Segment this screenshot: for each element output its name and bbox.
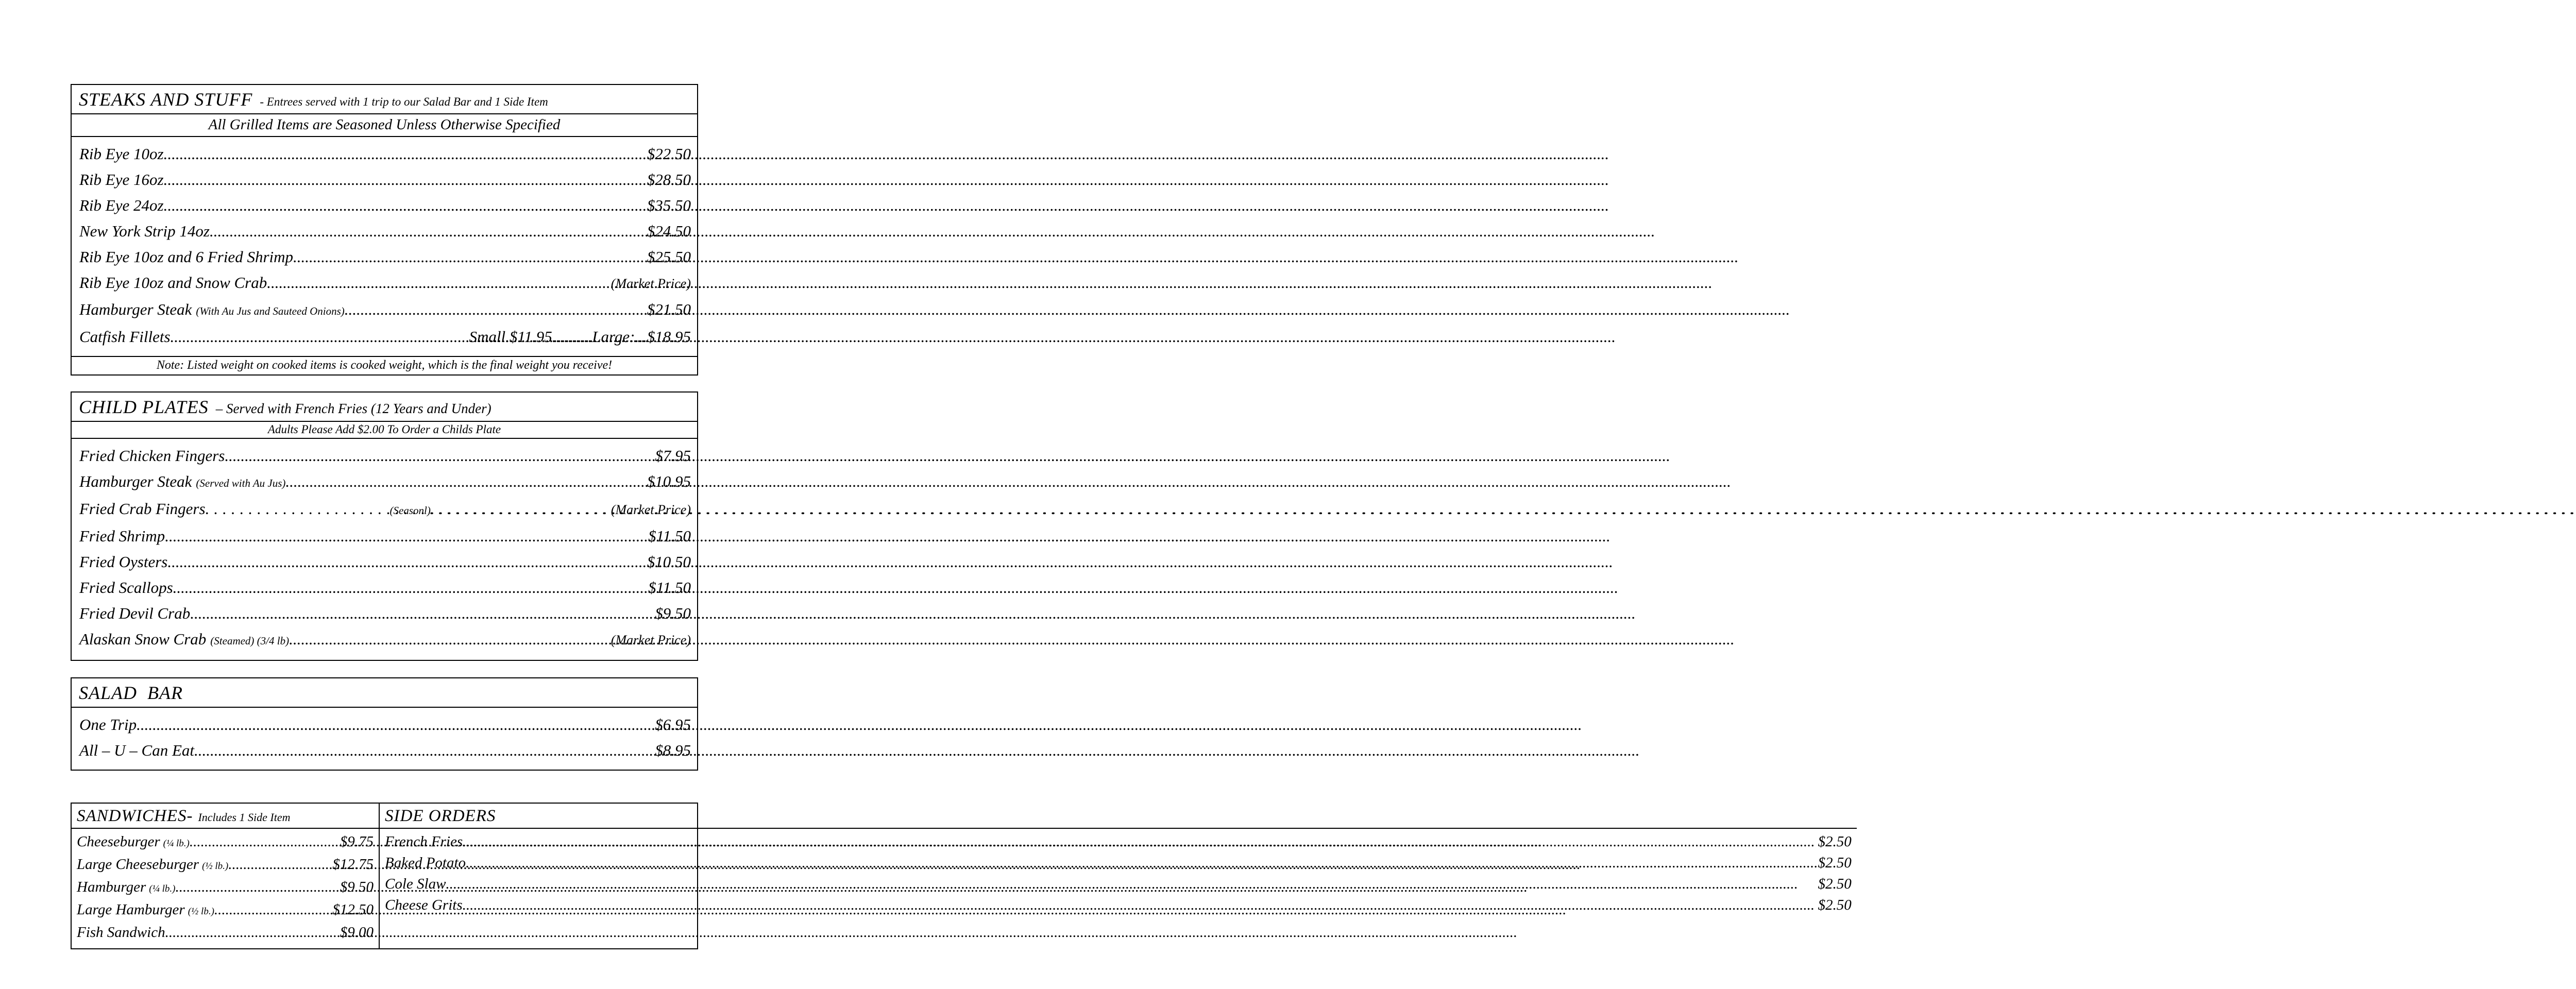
item-price: $11.50 — [648, 578, 691, 596]
item-price: $11.50 — [648, 527, 691, 545]
steaks-title: STEAKS AND STUFF — [79, 89, 253, 110]
dot-leader — [137, 712, 655, 738]
section-sandwiches-sides — [71, 803, 1852, 949]
menu-item-row — [79, 297, 691, 324]
item-price: Small.$11.95..........Large:...$18.95 — [469, 328, 691, 346]
salad-bar-header — [72, 678, 697, 708]
section-child-plates — [71, 391, 698, 661]
menu-item-row — [385, 852, 1852, 874]
dot-leader — [431, 496, 611, 522]
item-price: $28.50 — [647, 170, 691, 189]
child-plates-items — [72, 439, 697, 660]
menu-item-row — [79, 244, 691, 270]
side-orders-items — [380, 829, 1857, 948]
item-name: Catfish Fillets — [79, 328, 171, 346]
item-name: Fried Chicken Fingers — [79, 447, 225, 465]
item-name: New York Strip 14oz — [79, 222, 210, 240]
menu-item-row — [385, 895, 1852, 916]
steaks-header — [72, 85, 697, 114]
sandwiches-column — [72, 804, 380, 948]
item-price: $10.50 — [647, 553, 691, 571]
dot-leader — [164, 167, 647, 193]
menu-item-row — [77, 899, 374, 922]
dot-leader — [164, 141, 647, 167]
side-orders-column — [380, 804, 1857, 948]
steaks-items — [72, 137, 697, 356]
menu-item-row — [79, 218, 691, 244]
item-price: $12.50 — [332, 901, 374, 918]
item-name: Hamburger — [77, 879, 146, 895]
item-price: $24.50 — [647, 222, 691, 240]
menu-item-row — [79, 193, 691, 218]
item-note: (Served with Au Jus) — [196, 477, 286, 489]
item-name: Fish Sandwich — [77, 924, 165, 941]
item-price: $10.95 — [647, 472, 691, 490]
item-name: Fried Crab Fingers — [79, 500, 206, 518]
menu-item-row — [79, 575, 691, 601]
sandwiches-items — [72, 829, 379, 948]
menu-item-row — [79, 549, 691, 575]
menu-item-row — [79, 496, 691, 523]
menu-item-row — [79, 324, 691, 350]
menu-item-row — [79, 469, 691, 496]
item-price: $2.50 — [1818, 897, 1852, 913]
dot-leader — [164, 193, 647, 218]
item-price: $2.50 — [1818, 855, 1852, 871]
item-price: $9.50 — [655, 604, 691, 622]
item-name: Fried Oysters — [79, 553, 168, 571]
item-note: (¼ lb.) — [149, 883, 176, 894]
menu-item-row — [79, 523, 691, 549]
item-name: Cole Slaw — [385, 876, 446, 892]
menu-item-row — [77, 922, 374, 943]
item-name: Cheese Grits — [385, 897, 463, 913]
salad-bar-items — [72, 708, 697, 770]
item-name: Large Cheeseburger — [77, 856, 199, 873]
dot-leader — [285, 469, 647, 494]
menu-item-row — [79, 167, 691, 193]
dot-leader — [289, 626, 611, 652]
dot-leader — [190, 601, 655, 626]
menu-item-row — [77, 831, 374, 854]
dot-leader — [214, 899, 332, 920]
item-price: $21.50 — [647, 300, 691, 318]
item-name: Rib Eye 24oz — [79, 196, 164, 214]
menu-item-row — [79, 270, 691, 297]
dot-leader — [463, 831, 1818, 852]
dot-leader — [190, 831, 340, 852]
dot-leader — [165, 523, 648, 549]
dot-leader — [210, 218, 647, 244]
menu-item-row — [79, 141, 691, 167]
item-price: $12.75 — [332, 856, 374, 873]
dot-leader — [194, 738, 655, 763]
item-price: $25.50 — [647, 248, 691, 266]
item-name: French Fries — [385, 833, 463, 850]
item-note: (½ lb.) — [188, 906, 214, 917]
side-orders-header — [380, 804, 1857, 829]
item-price: $9.00 — [340, 924, 374, 941]
steaks-footnote: Note: Listed weight on cooked items is cooked weight, which is the final weight you receive! — [72, 356, 697, 374]
item-name: Alaskan Snow Crab — [79, 630, 207, 648]
dot-leader — [228, 854, 332, 875]
item-price: $8.95 — [655, 741, 691, 759]
item-price: $9.75 — [340, 833, 374, 850]
child-plates-note-row: Adults Please Add $2.00 To Order a Childs Plate — [72, 422, 697, 439]
dot-leader — [225, 443, 655, 469]
item-price: $35.50 — [647, 196, 691, 214]
dot-leader — [267, 270, 611, 296]
item-name: One Trip — [79, 715, 137, 734]
dot-leader — [167, 549, 647, 575]
item-price: $6.95 — [655, 715, 691, 734]
dot-leader — [175, 877, 340, 898]
item-name: Fried Scallops — [79, 578, 173, 596]
item-name: Fried Shrimp — [79, 527, 165, 545]
section-steaks — [71, 84, 698, 376]
child-plates-header — [72, 393, 697, 422]
dot-leader — [293, 244, 647, 270]
menu-item-row — [77, 854, 374, 877]
item-name: All – U – Can Eat — [79, 741, 195, 759]
item-name: Rib Eye 10oz — [79, 145, 164, 163]
dot-leader — [446, 874, 1818, 895]
child-plates-subtitle: – Served with French Fries (12 Years and Under) — [215, 401, 492, 416]
sandwiches-title: SANDWICHES- — [77, 807, 193, 825]
item-price: $9.50 — [340, 879, 374, 895]
item-name: Rib Eye 10oz and 6 Fried Shrimp — [79, 248, 294, 266]
item-name: Hamburger Steak — [79, 300, 192, 318]
sandwiches-header — [72, 804, 379, 829]
item-note: (With Au Jus and Sauteed Onions) — [196, 305, 345, 317]
dot-leader — [171, 324, 469, 350]
dot-leader — [165, 922, 340, 943]
menu-item-row — [79, 738, 691, 763]
menu-item-row — [79, 601, 691, 626]
item-note: (¼ lb.) — [163, 838, 190, 849]
menu-item-row — [79, 626, 691, 654]
salad-bar-title: SALAD BAR — [79, 683, 183, 703]
child-plates-title: CHILD PLATES — [79, 397, 209, 417]
item-price: (Market Price) — [611, 276, 691, 291]
item-name: Baked Potato — [385, 855, 466, 871]
item-name: Rib Eye 16oz — [79, 170, 164, 189]
sandwiches-subtitle: Includes 1 Side Item — [198, 811, 291, 824]
item-price: (Market Price) — [611, 502, 691, 517]
item-price: $7.95 — [655, 447, 691, 465]
menu-item-row — [79, 443, 691, 469]
item-mid-note: (Seasonl) — [389, 504, 431, 517]
steaks-note-row: All Grilled Items are Seasoned Unless Otherwise Specified — [72, 114, 697, 137]
item-name: Rib Eye 10oz and Snow Crab — [79, 274, 267, 292]
item-price: $2.50 — [1818, 833, 1852, 850]
item-note: (½ lb.) — [202, 861, 229, 872]
side-orders-title: SIDE ORDERS — [385, 807, 496, 825]
item-name: Hamburger Steak — [79, 472, 192, 490]
item-name: Large Hamburger — [77, 901, 185, 918]
dot-leader — [206, 496, 386, 522]
steaks-subtitle: - Entrees served with 1 trip to our Salad Bar and 1 Side Item — [260, 95, 548, 108]
menu-item-row — [79, 712, 691, 738]
menu-item-row — [77, 877, 374, 899]
dot-leader — [463, 895, 1818, 916]
item-name: Cheeseburger — [77, 833, 160, 850]
dot-leader — [173, 575, 648, 601]
dot-leader — [345, 297, 647, 322]
dot-leader — [466, 852, 1818, 874]
menu-item-row — [385, 831, 1852, 852]
item-price: $2.50 — [1818, 876, 1852, 892]
menu-item-row — [385, 874, 1852, 895]
item-note: (Steamed) (3/4 lb) — [210, 635, 290, 647]
item-name: Fried Devil Crab — [79, 604, 191, 622]
section-salad-bar — [71, 677, 698, 771]
item-price: $22.50 — [647, 145, 691, 163]
item-price: (Market Price) — [611, 633, 691, 647]
